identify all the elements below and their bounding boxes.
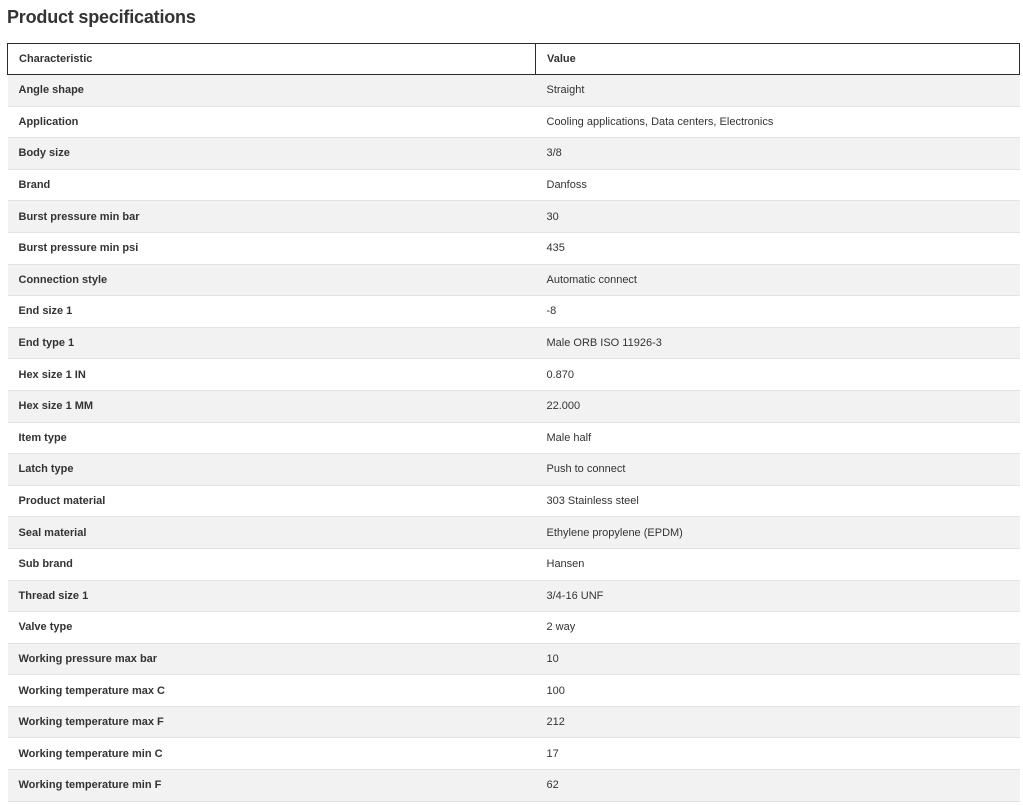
table-row [8, 738, 1020, 770]
characteristic-cell: Working temperature max C [8, 675, 536, 707]
value-cell: Automatic connect [536, 264, 1020, 296]
table-header [8, 44, 1020, 75]
page-title: Product specifications [7, 7, 196, 27]
column-header-value: Value [536, 44, 1020, 75]
value-cell: Straight [536, 75, 1020, 107]
characteristic-cell: Connection style [8, 264, 536, 296]
value-cell: 10 [536, 643, 1020, 675]
table-row [8, 422, 1020, 454]
characteristic-cell: Sub brand [8, 548, 536, 580]
table-row [8, 359, 1020, 391]
table-row [8, 390, 1020, 422]
table-row [8, 232, 1020, 264]
characteristic-cell: Working temperature min C [8, 738, 536, 770]
table-row [8, 643, 1020, 675]
characteristic-cell: Thread size 1 [8, 580, 536, 612]
characteristic-cell: End size 1 [8, 296, 536, 328]
value-cell: 0.870 [536, 359, 1020, 391]
table-body [8, 75, 1020, 802]
table-row [8, 169, 1020, 201]
table-row [8, 580, 1020, 612]
characteristic-cell: Working temperature max F [8, 706, 536, 738]
value-cell: 62 [536, 770, 1020, 802]
table-row [8, 138, 1020, 170]
value-cell: 30 [536, 201, 1020, 233]
value-cell: Cooling applications, Data centers, Electronics [536, 106, 1020, 138]
characteristic-cell: Brand [8, 169, 536, 201]
value-cell: 303 Stainless steel [536, 485, 1020, 517]
value-cell: Hansen [536, 548, 1020, 580]
characteristic-cell: Valve type [8, 612, 536, 644]
characteristic-cell: Burst pressure min psi [8, 232, 536, 264]
value-cell: Push to connect [536, 454, 1020, 486]
table-row [8, 106, 1020, 138]
table-row [8, 201, 1020, 233]
product-specifications-table [7, 43, 1020, 802]
table-row [8, 548, 1020, 580]
table-row [8, 706, 1020, 738]
characteristic-cell: Seal material [8, 517, 536, 549]
value-cell: 3/4-16 UNF [536, 580, 1020, 612]
value-cell: Male ORB ISO 11926-3 [536, 327, 1020, 359]
table-row [8, 296, 1020, 328]
value-cell: Danfoss [536, 169, 1020, 201]
characteristic-cell: Burst pressure min bar [8, 201, 536, 233]
characteristic-cell: End type 1 [8, 327, 536, 359]
table-row [8, 612, 1020, 644]
characteristic-cell: Body size [8, 138, 536, 170]
table-row [8, 770, 1020, 802]
table-row [8, 454, 1020, 486]
table-row [8, 264, 1020, 296]
table-row [8, 517, 1020, 549]
characteristic-cell: Hex size 1 IN [8, 359, 536, 391]
value-cell: 3/8 [536, 138, 1020, 170]
value-cell: Male half [536, 422, 1020, 454]
characteristic-cell: Working temperature min F [8, 770, 536, 802]
table-header-row [8, 44, 1020, 75]
value-cell: 22.000 [536, 390, 1020, 422]
table-row [8, 75, 1020, 107]
table-row [8, 327, 1020, 359]
value-cell: 2 way [536, 612, 1020, 644]
value-cell: -8 [536, 296, 1020, 328]
table-row [8, 485, 1020, 517]
characteristic-cell: Item type [8, 422, 536, 454]
value-cell: 17 [536, 738, 1020, 770]
characteristic-cell: Working pressure max bar [8, 643, 536, 675]
characteristic-cell: Product material [8, 485, 536, 517]
value-cell: 212 [536, 706, 1020, 738]
characteristic-cell: Application [8, 106, 536, 138]
table-row [8, 675, 1020, 707]
column-header-characteristic: Characteristic [8, 44, 536, 75]
value-cell: Ethylene propylene (EPDM) [536, 517, 1020, 549]
characteristic-cell: Latch type [8, 454, 536, 486]
value-cell: 435 [536, 232, 1020, 264]
value-cell: 100 [536, 675, 1020, 707]
characteristic-cell: Hex size 1 MM [8, 390, 536, 422]
characteristic-cell: Angle shape [8, 75, 536, 107]
